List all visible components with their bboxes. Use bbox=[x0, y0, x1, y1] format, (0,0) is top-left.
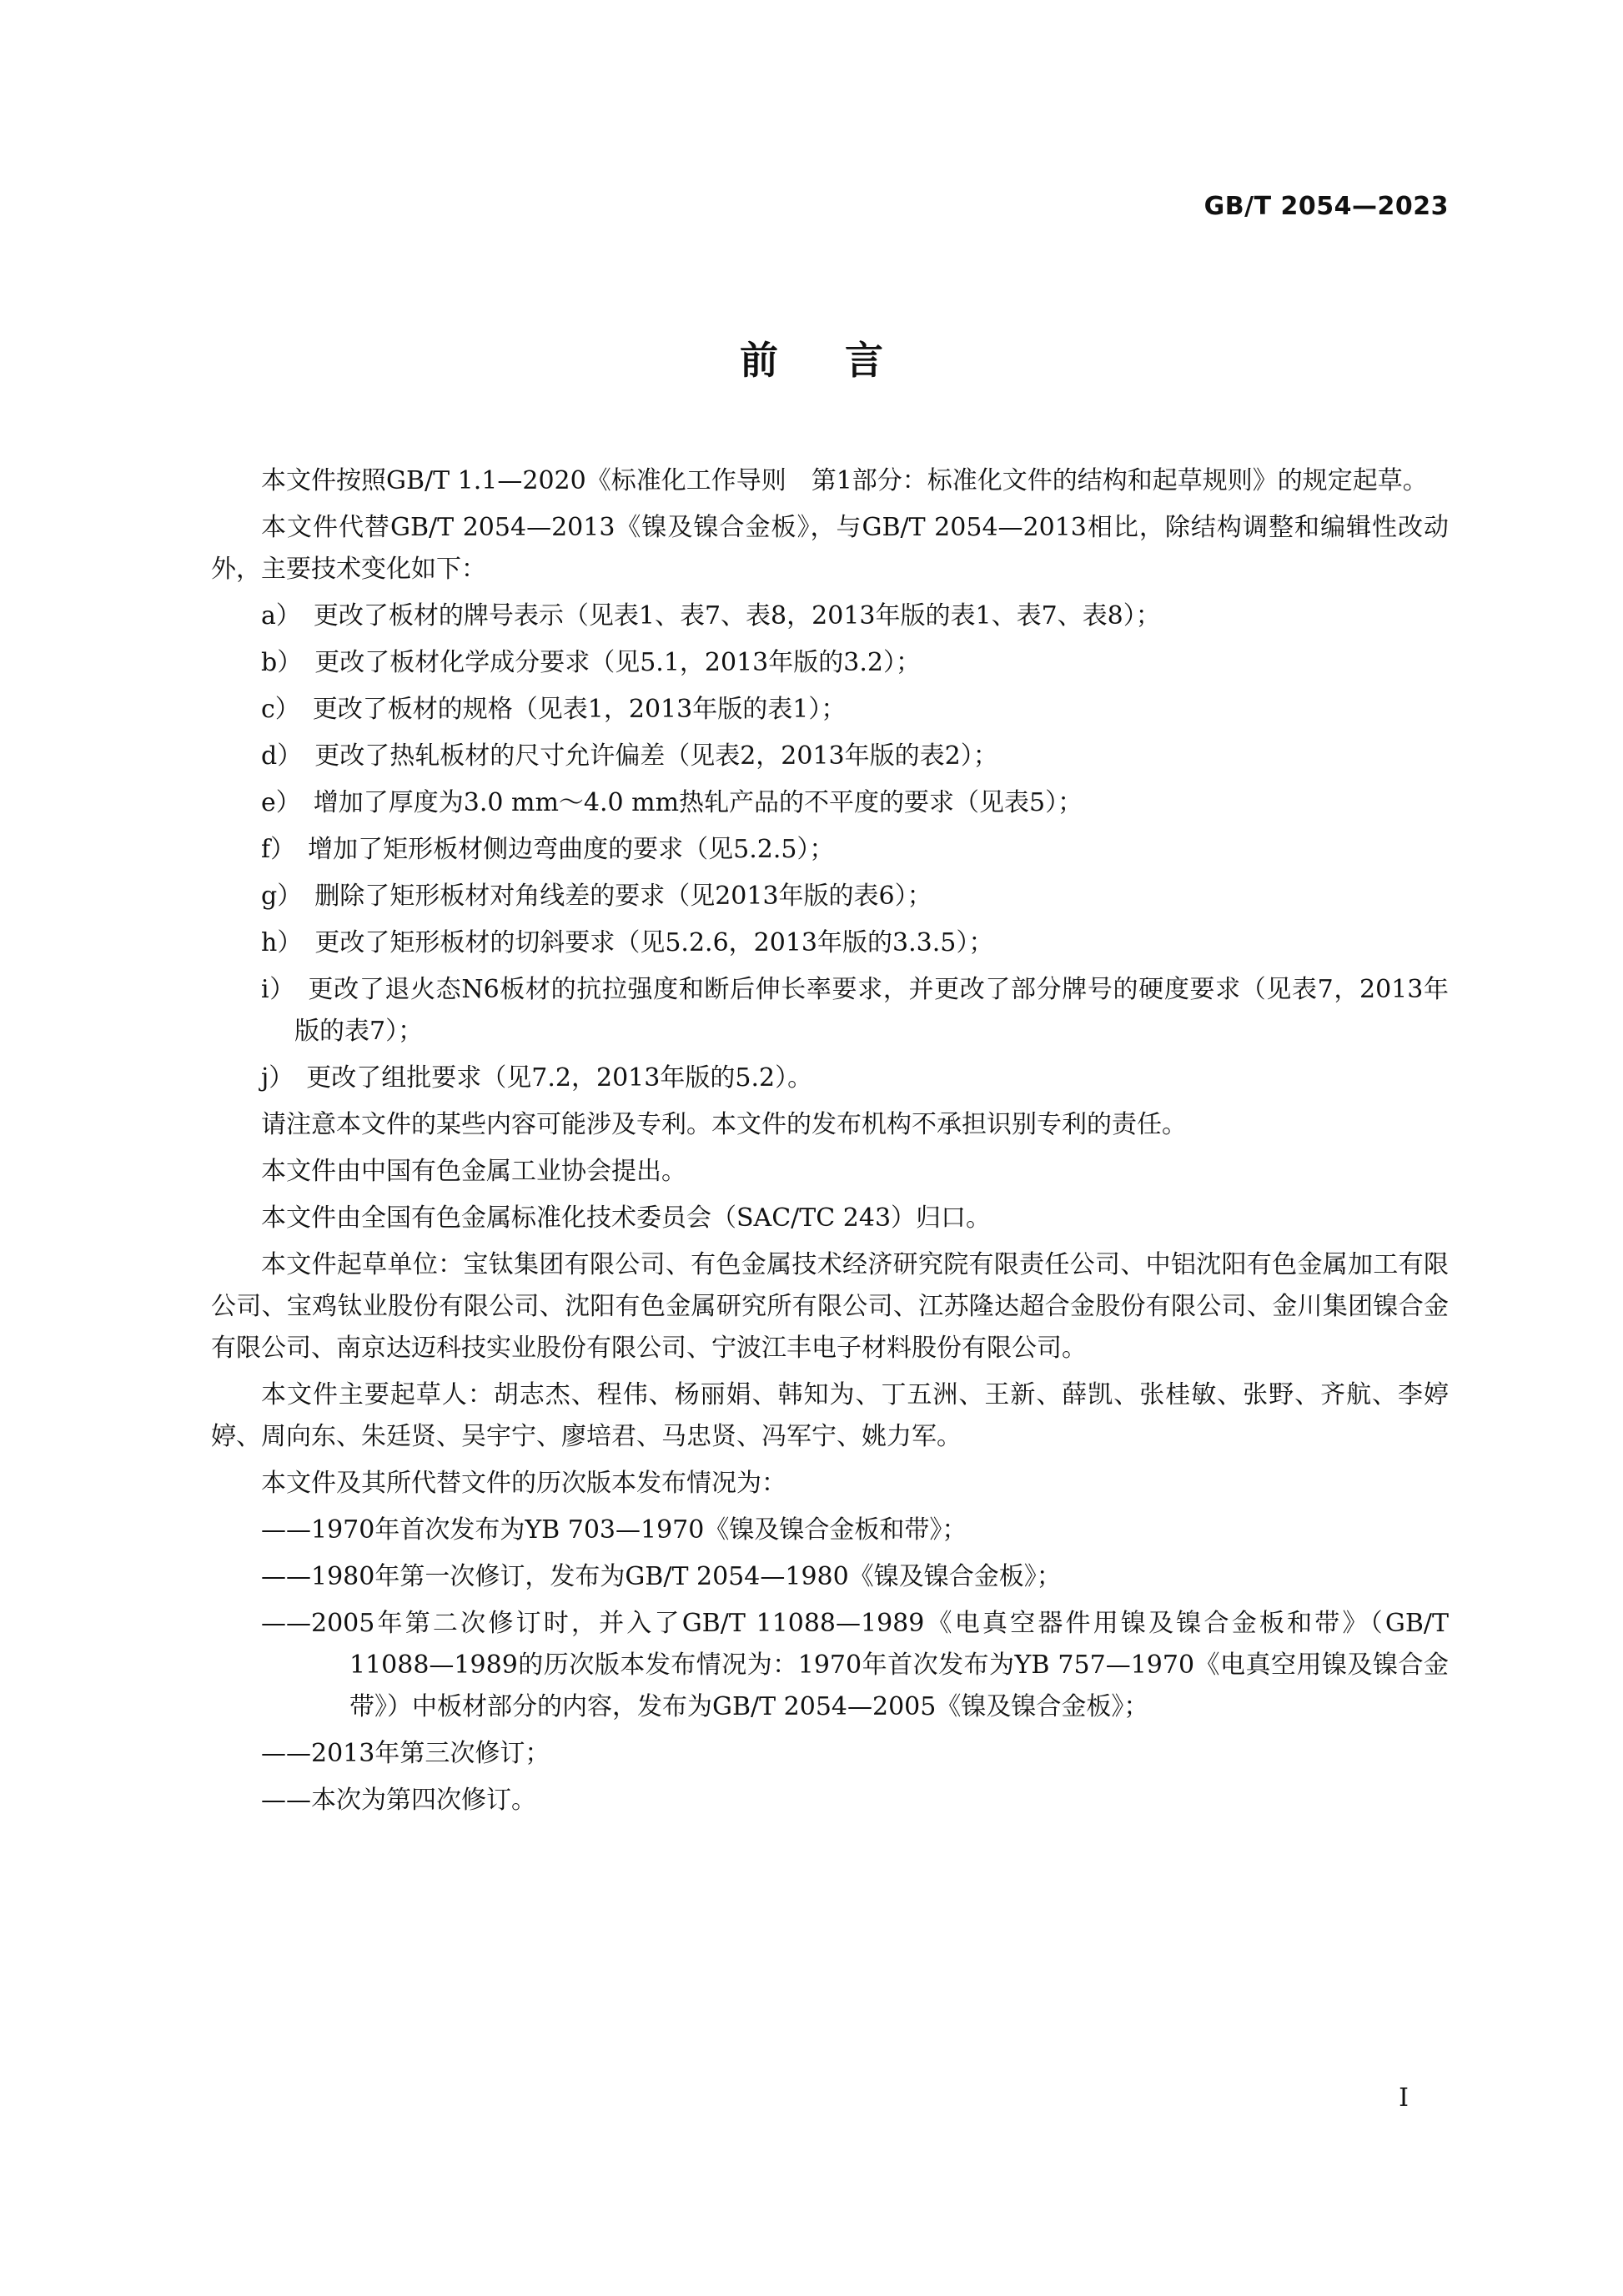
paragraph-drafting-basis: 本文件按照GB/T 1.1—2020《标准化工作导则 第1部分：标准化文件的结构和起草规则》的规定起草。 bbox=[261, 466, 1428, 495]
paragraph-history-intro: 本文件及其所代替文件的历次版本发布情况为： bbox=[261, 1469, 786, 1498]
document-body bbox=[211, 460, 1449, 1826]
change-item-c: c） 更改了板材的规格（见表1，2013年版的表1）； bbox=[261, 695, 847, 724]
change-item-b: b） 更改了板材化学成分要求（见5.1，2013年版的3.2）； bbox=[261, 648, 921, 677]
paragraph-patent-notice: 请注意本文件的某些内容可能涉及专利。本文件的发布机构不承担识别专利的责任。 bbox=[261, 1110, 1187, 1139]
paragraph-replacement: 本文件代替GB/T 2054—2013《镍及镍合金板》，与GB/T 2054—2013相比，除结构调整和编辑性改动外，主要技术变化如下： bbox=[211, 513, 1449, 584]
change-item-f: f） 增加了矩形板材侧边弯曲度的要求（见5.2.5）； bbox=[261, 835, 835, 864]
paragraph-drafting-units: 本文件起草单位：宝钛集团有限公司、有色金属技术经济研究院有限责任公司、中铝沈阳有色金属加工有限公司、宝鸡钛业股份有限公司、沈阳有色金属研究所有限公司、江苏隆达超合金股份有限公司、金川集团镍合金有限公司、南京达迈科技实业股份有限公司、宁波江丰电子材料股份有限公司。 bbox=[211, 1250, 1449, 1363]
standard-code: GB/T 2054—2023 bbox=[1203, 192, 1449, 221]
page-number: I bbox=[1399, 2083, 1409, 2113]
history-item-2013: ——2013年第三次修订； bbox=[261, 1739, 550, 1768]
history-item-1980: ——1980年第一次修订，发布为GB/T 2054—1980《镍及镍合金板》； bbox=[261, 1562, 1062, 1591]
change-item-h: h） 更改了矩形板材的切斜要求（见5.2.6，2013年版的3.3.5）； bbox=[261, 928, 994, 957]
history-item-current: ——本次为第四次修订。 bbox=[261, 1786, 536, 1815]
change-item-d: d） 更改了热轧板材的尺寸允许偏差（见表2，2013年版的表2）； bbox=[261, 741, 998, 771]
paragraph-drafters: 本文件主要起草人：胡志杰、程伟、杨丽娟、韩知为、丁五洲、王新、薛凯、张桂敏、张野、齐航、李婷婷、周向东、朱廷贤、吴宇宁、廖培君、马忠贤、冯军宁、姚力军。 bbox=[211, 1380, 1449, 1451]
change-item-e: e） 增加了厚度为3.0 mm～4.0 mm热轧产品的不平度的要求（见表5）； bbox=[261, 788, 1083, 817]
change-item-i: i） 更改了退火态N6板材的抗拉强度和断后伸长率要求，并更改了部分牌号的硬度要求（见表7，2013年版的表7）； bbox=[261, 975, 1449, 1046]
history-item-1970: ——1970年首次发布为YB 703—1970《镍及镍合金板和带》； bbox=[261, 1515, 967, 1545]
paragraph-proposer: 本文件由中国有色金属工业协会提出。 bbox=[261, 1157, 686, 1186]
change-item-a: a） 更改了板材的牌号表示（见表1、表7、表8，2013年版的表1、表7、表8）； bbox=[261, 601, 1161, 631]
history-item-2005: ——2005年第二次修订时，并入了GB/T 11088—1989《电真空器件用镍及镍合金板和带》（GB/T 11088—1989的历次版本发布情况为：1970年首次发布为YB 757—1970《电真空用镍及镍合金带》）中板材部分的内容，发布为GB/T 2054—2005《镍及镍合金板》； bbox=[261, 1609, 1449, 1721]
change-item-j: j） 更改了组批要求（见7.2，2013年版的5.2）。 bbox=[261, 1063, 813, 1093]
paragraph-committee: 本文件由全国有色金属标准化技术委员会（SAC/TC 243）归口。 bbox=[261, 1203, 992, 1233]
change-item-g: g） 删除了矩形板材对角线差的要求（见2013年版的表6）； bbox=[261, 882, 932, 911]
page-title: 前言 bbox=[740, 338, 950, 383]
